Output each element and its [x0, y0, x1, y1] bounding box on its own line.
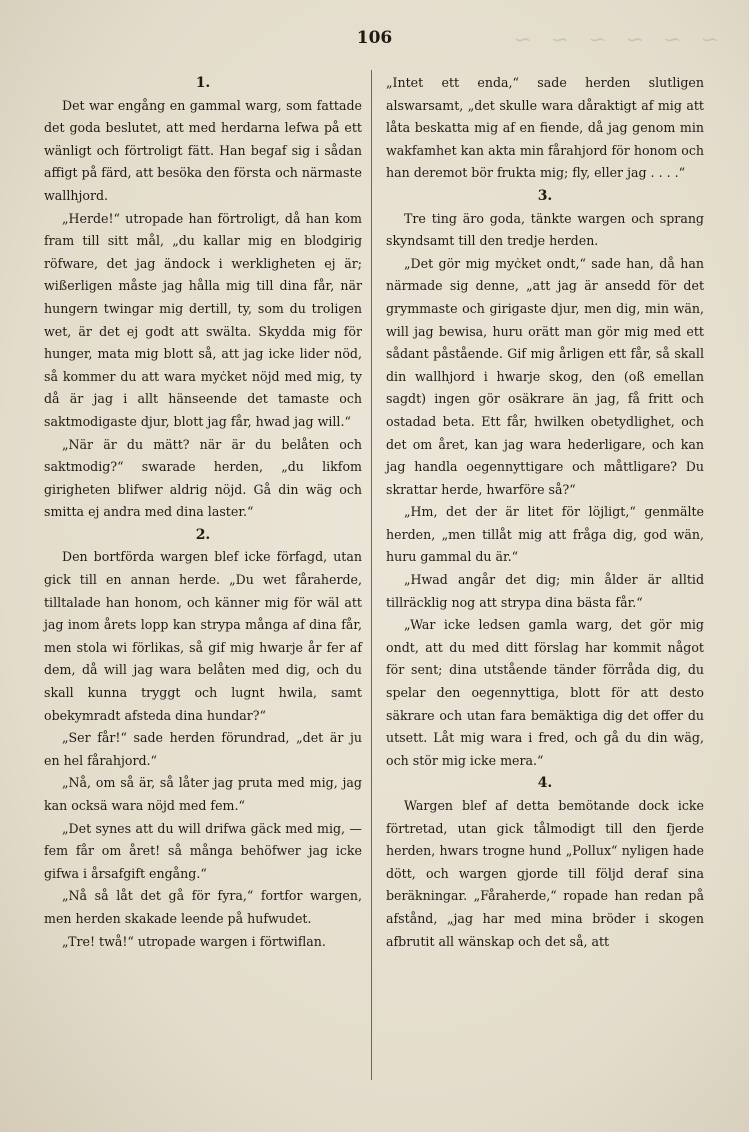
paragraph: „När är du mätt? när är du belåten och saktmodig?“ swarade herden, „du likfom girigheten blifwer aldrig nöjd. Gå din wäg och smitta ej andra med dina laster.“ [44, 436, 362, 520]
section-number: 1. [195, 75, 211, 91]
section-number: 2. [195, 526, 211, 543]
left-column [44, 72, 362, 953]
paragraph: „Nå så låt det gå för fyra,“ fortfor wargen, men herden skakade leende på hufwudet. [44, 888, 362, 926]
section-number: 4. [537, 775, 553, 792]
paragraph: Den bortförda wargen blef icke förfagd, utan gick till en annan herde. „Du wet fåraherde, tilltalade han honom, och känner mig för wäl att jag inom årets lopp kan strypa många af dina får, men stola wi förlikas, så gif mig hwarje år fer af dem, då will jag wara belåten med dig, och du skall kunna tryggt och lugnt hwila, samt obekymradt afsteda dina hundar?“ [44, 549, 362, 723]
page-number: 106 [356, 28, 393, 48]
right-column [386, 72, 704, 953]
column-divider [371, 70, 372, 1080]
paragraph: „Herde!“ utropade han förtroligt, då han kom fram till sitt mål, „du kallar mig en blodgirig röfware, det jag ändock i werkligheten ej är; wißerligen måste jag hålla mig till dina får, när hungern twingar mig dertill, ty, som du troligen wet, är det ej godt att swälta. Skydda mig för hunger, mata mig blott så, att jag icke lider nöd, så kommer du att wara myċket nöjd med mig, ty då är jag i allt hänseende det tamaste och saktmodigaste djur, blott jag får, hwad jag will.“ [44, 210, 362, 429]
paragraph: „Det gör mig myċket ondt,“ sade han, då han närmade sig denne, „att jag är ansedd för det grymmaste och girigaste djur, men dig, min wän, will jag bewisa, huru orätt man gör mig med ett sådant påstående. Gif mig årligen ett får, så skall din wallhjord i hwarje skog, den (oß emellan sagdt) ingen gör osäkrare än jag, få fritt och ostadad beta. Ett får, hwilken obetydlighet, och det om året, kan jag wara hederligare, och kan jag handla oegennyttigare och måttligare? Du skrattar herde, hwarföre så?“ [386, 255, 704, 497]
paragraph: Wargen blef af detta bemötande dock icke förtretad, utan gick tålmodigt till den fjerde herden, hwars trogne hund „Pollux“ nyligen hade dött, och wargen gjorde till följd deraf sina beräkningar. „Fåraherde,“ ropade han redan på afstånd, „jag har med mina bröder i skogen afbrutit all wänskap och det så, att [386, 798, 704, 949]
paragraph: „Nå, om så är, så låter jag pruta med mig, jag kan ocksä wara nöjd med fem.“ [44, 775, 362, 813]
bleed-through-text: ~ ~ ~ ~ ~ ~ [507, 28, 719, 53]
paragraph: Det war engång en gammal warg, som fattade det goda beslutet, att med herdarna lefwa på ett wänligt och förtroligt fätt. Han begaf sig i sådan affigt på färd, att besöka den första och närmaste wallhjord. [44, 97, 362, 203]
paragraph: „Ser får!“ sade herden förundrad, „det är ju en hel fårahjord.“ [44, 730, 362, 768]
section-number: 3. [537, 187, 553, 204]
paragraph: „Hwad angår det dig; min ålder är alltid tillräcklig nog att strypa dina bästa får.“ [386, 572, 704, 610]
paragraph: Tre ting äro goda, tänkte wargen och sprang skyndsamt till den tredje herden. [386, 210, 704, 249]
paragraph: „Det synes att du will drifwa gäck med mig, — fem får om året! så många behöfwer jag icke gifwa i årsafgift engång.“ [44, 820, 362, 881]
paragraph: „Tre! twå!“ utropade wargen i förtwiflan. [62, 933, 326, 949]
paragraph-continued: „Intet ett enda,“ sade herden slutligen alswarsamt, „det skulle wara dåraktigt af mig att låta beskatta mig af en fiende, då jag genom min wakfamhet kan akta min fårahjord för honom och han deremot bör frukta mig; fly, eller jag . . . .“ [386, 75, 704, 181]
paragraph: „War icke ledsen gamla warg, det gör mig ondt, att du med ditt förslag har kommit något för sent; dina utstående tänder förråda dig, du spelar den oegennyttiga, blott för att desto säkrare och utan fara bemäktiga dig det offer du utsett. Låt mig wara i fred, och gå du din wäg, och stör mig icke mera.“ [386, 617, 704, 768]
paragraph: „Hm, det der är litet för löjligt,“ genmälte herden, „men tillåt mig att fråga dig, god wän, huru gammal du är.“ [386, 504, 704, 565]
